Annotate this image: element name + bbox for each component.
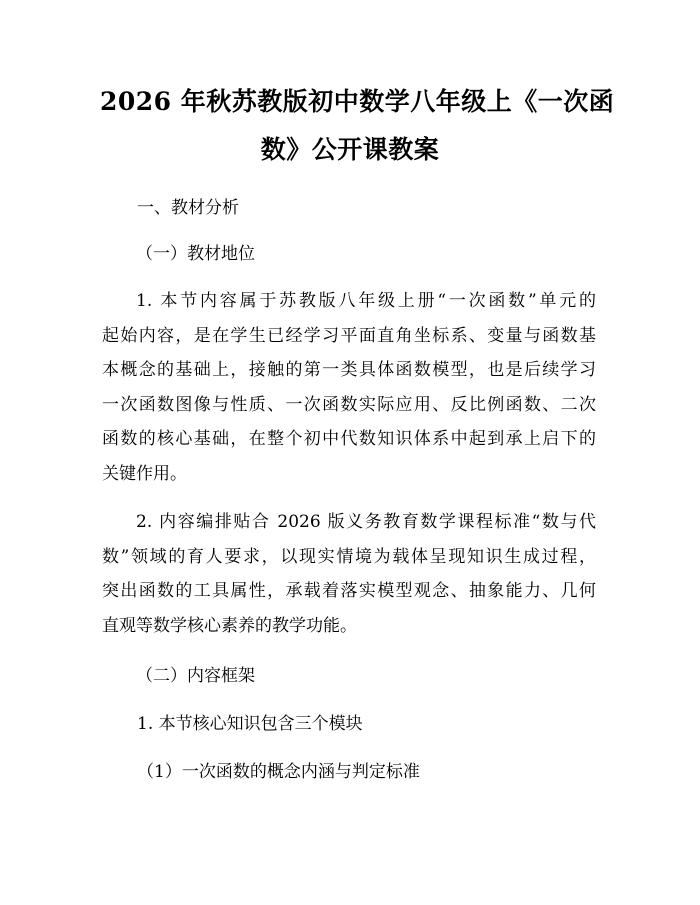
paragraph-line: 起始内容，是在学生已经学习平面直角坐标系、变量与函数基 [102,325,596,346]
document-title-line-1: 2026 年秋苏教版初中数学八年级上《一次函 [100,87,615,116]
paragraph-line: 一次函数图像与性质、一次函数实际应用、反比例函数、二次 [102,394,596,415]
document-title-line-2: 数》公开课教案 [260,135,440,164]
subsection-heading-content-framework: （二）内容框架 [136,666,255,686]
item-heading-core-modules: 1. 本节核心知识包含三个模块 [137,714,363,734]
paragraph-line: 数”领域的育人要求，以现实情境为载体呈现知识生成过程， [102,546,596,567]
paragraph-line: 直观等数学核心素养的教学功能。 [102,615,357,636]
paragraph-line: 2. 内容编排贴合 2026 版义务教育数学课程标准“数与代 [136,512,596,532]
item-heading-concept-criteria: （1）一次函数的概念内涵与判定标准 [137,762,420,782]
paragraph-textbook-position [102,284,596,491]
paragraph-line: 本概念的基础上，接触的第一类具体函数模型，也是后续学习 [102,360,596,380]
paragraph-line: 关键作用。 [102,463,187,484]
section-heading-textbook-analysis: 一、教材分析 [137,198,239,218]
paragraph-line: 突出函数的工具属性，承载着落实模型观念、抽象能力、几何 [102,581,596,601]
paragraph-line: 1. 本节内容属于苏教版八年级上册“一次函数”单元的 [136,291,596,311]
subsection-heading-textbook-position: （一）教材地位 [136,244,255,264]
paragraph-curriculum-standard [102,505,596,643]
paragraph-line: 函数的核心基础，在整个初中代数知识体系中起到承上启下的 [102,429,596,449]
